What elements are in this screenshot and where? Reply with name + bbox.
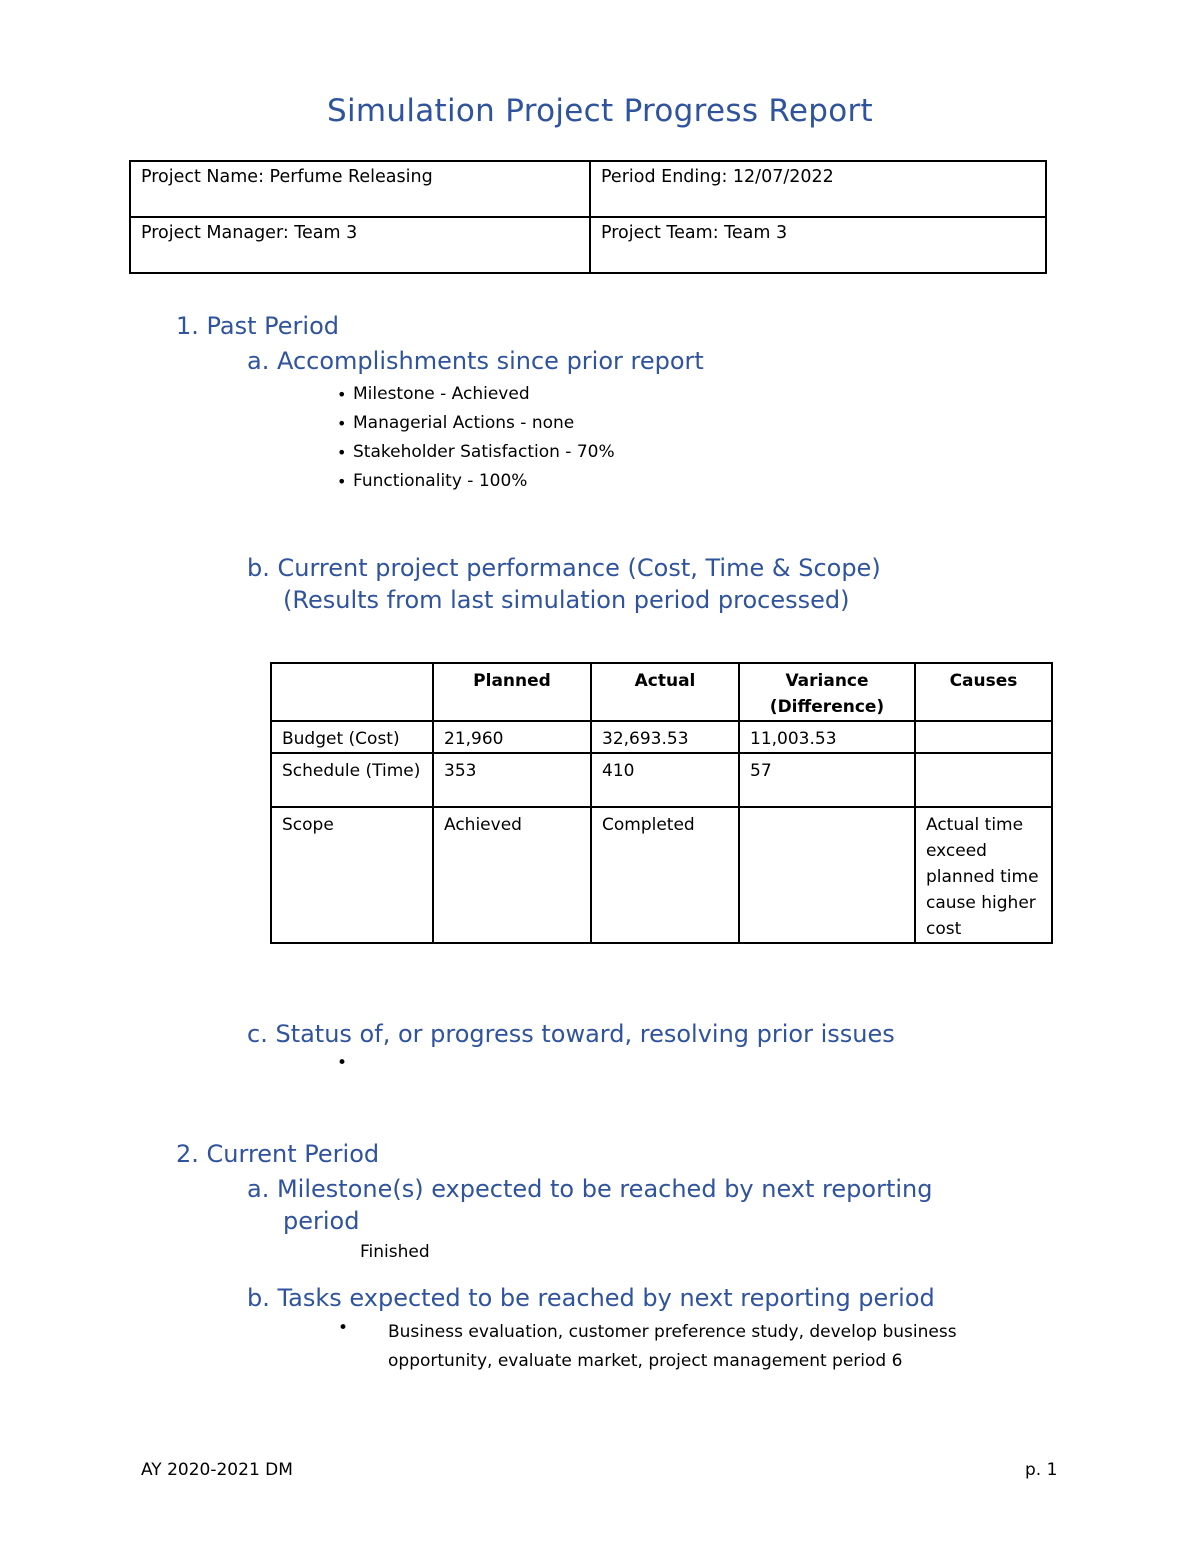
page-title: Simulation Project Progress Report xyxy=(326,93,873,129)
project-manager-cell: Project Manager: Team 3 xyxy=(130,217,590,273)
tasks-text xyxy=(388,1318,957,1376)
table-header-cell: Causes xyxy=(915,663,1052,721)
table-header-cell xyxy=(271,663,433,721)
period-ending-cell: Period Ending: 12/07/2022 xyxy=(590,161,1046,217)
table-cell xyxy=(739,807,915,943)
section-2b-heading: b. Tasks expected to be reached by next reporting period xyxy=(247,1284,935,1312)
empty-bullet: • xyxy=(337,1053,348,1073)
table-cell: Achieved xyxy=(433,807,591,943)
footer-left: AY 2020-2021 DM xyxy=(141,1460,293,1480)
section-2a-heading-cont: period xyxy=(283,1207,360,1235)
milestone-status-text: Finished xyxy=(360,1242,430,1262)
table-cell: 353 xyxy=(433,753,591,807)
tasks-line: Business evaluation, customer preference study, develop business xyxy=(388,1322,957,1342)
table-row xyxy=(271,721,1052,753)
accomplishments-list xyxy=(337,380,615,496)
table-cell xyxy=(915,753,1052,807)
list-item: • Milestone - Achieved xyxy=(337,380,615,409)
table-cell xyxy=(915,721,1052,753)
section-2a-heading: a. Milestone(s) expected to be reached by next reporting xyxy=(247,1175,933,1203)
list-item: • Managerial Actions - none xyxy=(337,409,615,438)
project-team-cell: Project Team: Team 3 xyxy=(590,217,1046,273)
table-cell: Budget (Cost) xyxy=(271,721,433,753)
section-2-heading: 2. Current Period xyxy=(176,1140,380,1168)
table-cell: 32,693.53 xyxy=(591,721,739,753)
table-row xyxy=(271,807,1052,943)
tasks-line: opportunity, evaluate market, project management period 6 xyxy=(388,1351,903,1371)
table-header-cell: Actual xyxy=(591,663,739,721)
section-1b-subheading: (Results from last simulation period processed) xyxy=(283,586,850,614)
table-header-cell: Variance (Difference) xyxy=(739,663,915,721)
tasks-bullet: • xyxy=(338,1318,349,1338)
table-cell: 57 xyxy=(739,753,915,807)
page-number: p. 1 xyxy=(1025,1460,1058,1480)
table-cell: Completed xyxy=(591,807,739,943)
section-1c-heading: c. Status of, or progress toward, resolving prior issues xyxy=(247,1020,895,1048)
table-cell: 11,003.53 xyxy=(739,721,915,753)
table-cell: Scope xyxy=(271,807,433,943)
project-name-cell: Project Name: Perfume Releasing xyxy=(130,161,590,217)
performance-table xyxy=(270,662,1053,944)
section-1b-heading: b. Current project performance (Cost, Time & Scope) xyxy=(247,554,881,582)
table-cell: Actual time exceed planned time cause higher cost xyxy=(915,807,1052,943)
table-cell: 21,960 xyxy=(433,721,591,753)
table-header-cell: Planned xyxy=(433,663,591,721)
section-1-heading: 1. Past Period xyxy=(176,312,340,340)
project-info-table xyxy=(129,160,1047,274)
list-item: • Stakeholder Satisfaction - 70% xyxy=(337,438,615,467)
table-cell: Schedule (Time) xyxy=(271,753,433,807)
table-cell: 410 xyxy=(591,753,739,807)
list-item: • Functionality - 100% xyxy=(337,467,615,496)
section-1a-heading: a. Accomplishments since prior report xyxy=(247,347,704,375)
table-row xyxy=(271,753,1052,807)
